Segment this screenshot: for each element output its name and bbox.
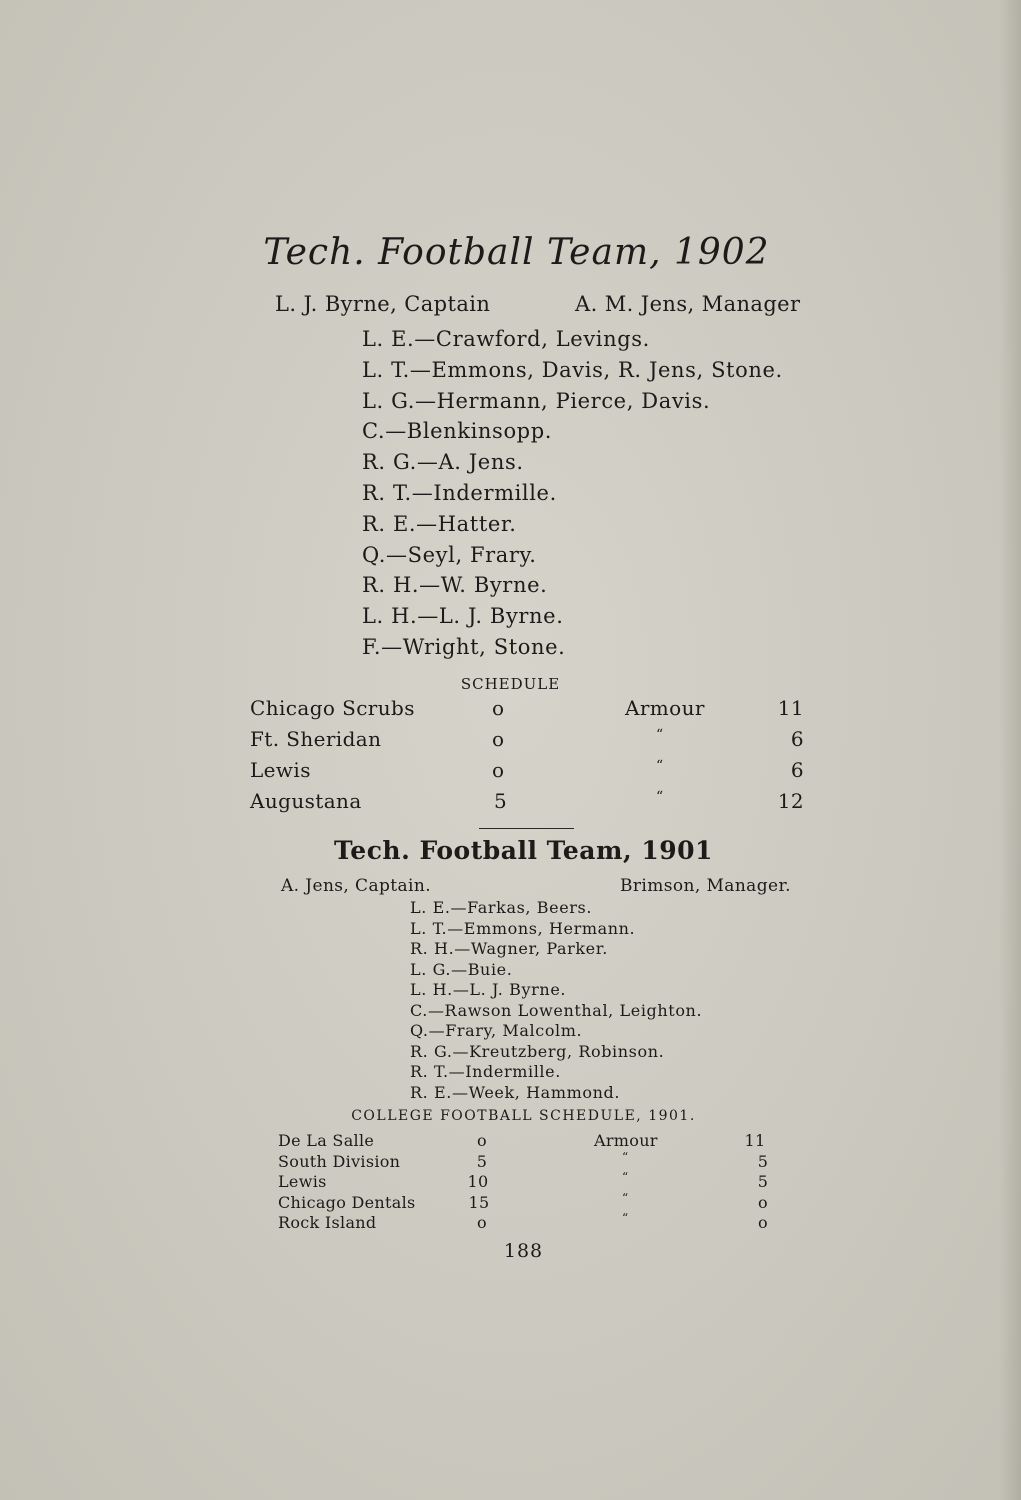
team: Armour	[594, 1131, 658, 1150]
team: “	[656, 789, 664, 805]
roster-line: R. T.—Indermille.	[362, 480, 557, 505]
roster-line: L. E.—Crawford, Levings.	[362, 327, 650, 351]
title-1901: Tech. Football Team, 1901	[334, 836, 713, 865]
opponent: De La Salle	[278, 1131, 375, 1150]
opponent-score: o	[492, 758, 505, 782]
roster-line: R. H.—W. Byrne.	[362, 573, 548, 598]
roster-1902	[362, 324, 783, 663]
team-score: 11	[744, 1131, 766, 1150]
opponent: Lewis	[250, 758, 311, 782]
roster-line: L. T.—Emmons, Davis, R. Jens, Stone.	[362, 357, 783, 382]
opponent-score: o	[477, 1131, 487, 1150]
roster-line: C.—Rawson Lowenthal, Leighton.	[410, 1000, 703, 1020]
team: Armour	[625, 696, 705, 720]
team-score: 12	[777, 789, 804, 813]
roster-line: C.—Blenkinsopp.	[362, 419, 553, 444]
opponent: Augustana	[250, 789, 362, 813]
opponent: Chicago Dentals	[278, 1193, 416, 1212]
section-divider	[479, 828, 574, 829]
title-1902: Tech. Football Team, 1902	[263, 232, 770, 273]
team-score: 6	[790, 758, 804, 782]
roster-line: F.—Wright, Stone.	[362, 634, 566, 659]
team-score: 5	[757, 1152, 769, 1171]
manager-1901: Brimson, Manager.	[620, 876, 791, 896]
roster-line: R. E.—Week, Hammond.	[410, 1082, 621, 1102]
page-number: 188	[503, 1240, 544, 1262]
roster-line: L. E.—Farkas, Beers.	[410, 898, 593, 917]
roster-line: R. E.—Hatter.	[362, 511, 517, 536]
roster-line: L. T.—Emmons, Hermann.	[410, 918, 636, 938]
team: “	[656, 758, 664, 774]
opponent: Lewis	[278, 1172, 327, 1191]
roster-line: R. G.—A. Jens.	[362, 450, 524, 475]
team-score: o	[758, 1193, 768, 1212]
opponent-score: o	[492, 727, 505, 751]
roster-line: R. G.—Kreutzberg, Robinson.	[410, 1041, 665, 1061]
opponent-score: 15	[468, 1193, 490, 1212]
manager-1902: A. M. Jens, Manager	[575, 292, 801, 316]
opponent: Ft. Sheridan	[250, 727, 382, 751]
captain-1901: A. Jens, Captain.	[281, 876, 432, 896]
team: “	[622, 1191, 629, 1205]
opponent: Chicago Scrubs	[250, 696, 415, 720]
roster-line: L. H.—L. J. Byrne.	[410, 980, 567, 999]
opponent-score: 5	[494, 789, 508, 813]
schedule-heading-1902: SCHEDULE	[460, 675, 561, 693]
schedule-heading-1901: COLLEGE FOOTBALL SCHEDULE, 1901.	[351, 1108, 696, 1124]
page-edge-shadow	[999, 0, 1021, 1500]
roster-1901	[410, 898, 702, 1103]
opponent-score: o	[492, 696, 505, 720]
opponent-score: 10	[467, 1172, 489, 1191]
team: “	[622, 1211, 629, 1225]
team-score: 6	[790, 727, 804, 751]
team-score: 5	[757, 1172, 769, 1191]
team: “	[622, 1170, 629, 1184]
roster-line: L. G.—Buie.	[410, 959, 513, 979]
opponent: Rock Island	[278, 1213, 377, 1232]
roster-line: R. H.—Wagner, Parker.	[410, 939, 608, 958]
team-score: 11	[777, 696, 804, 720]
team: “	[656, 727, 664, 743]
roster-line: L. H.—L. J. Byrne.	[362, 604, 564, 629]
opponent-score: o	[477, 1213, 487, 1232]
roster-line: Q.—Seyl, Frary.	[362, 542, 537, 567]
team-score: o	[758, 1213, 768, 1232]
opponent: South Division	[278, 1152, 401, 1171]
roster-line: R. T.—Indermille.	[410, 1062, 561, 1081]
roster-line: Q.—Frary, Malcolm.	[410, 1021, 583, 1040]
opponent-score: 5	[476, 1152, 488, 1171]
captain-1902: L. J. Byrne, Captain	[275, 292, 491, 316]
roster-line: L. G.—Hermann, Pierce, Davis.	[362, 388, 711, 413]
team: “	[622, 1150, 629, 1164]
